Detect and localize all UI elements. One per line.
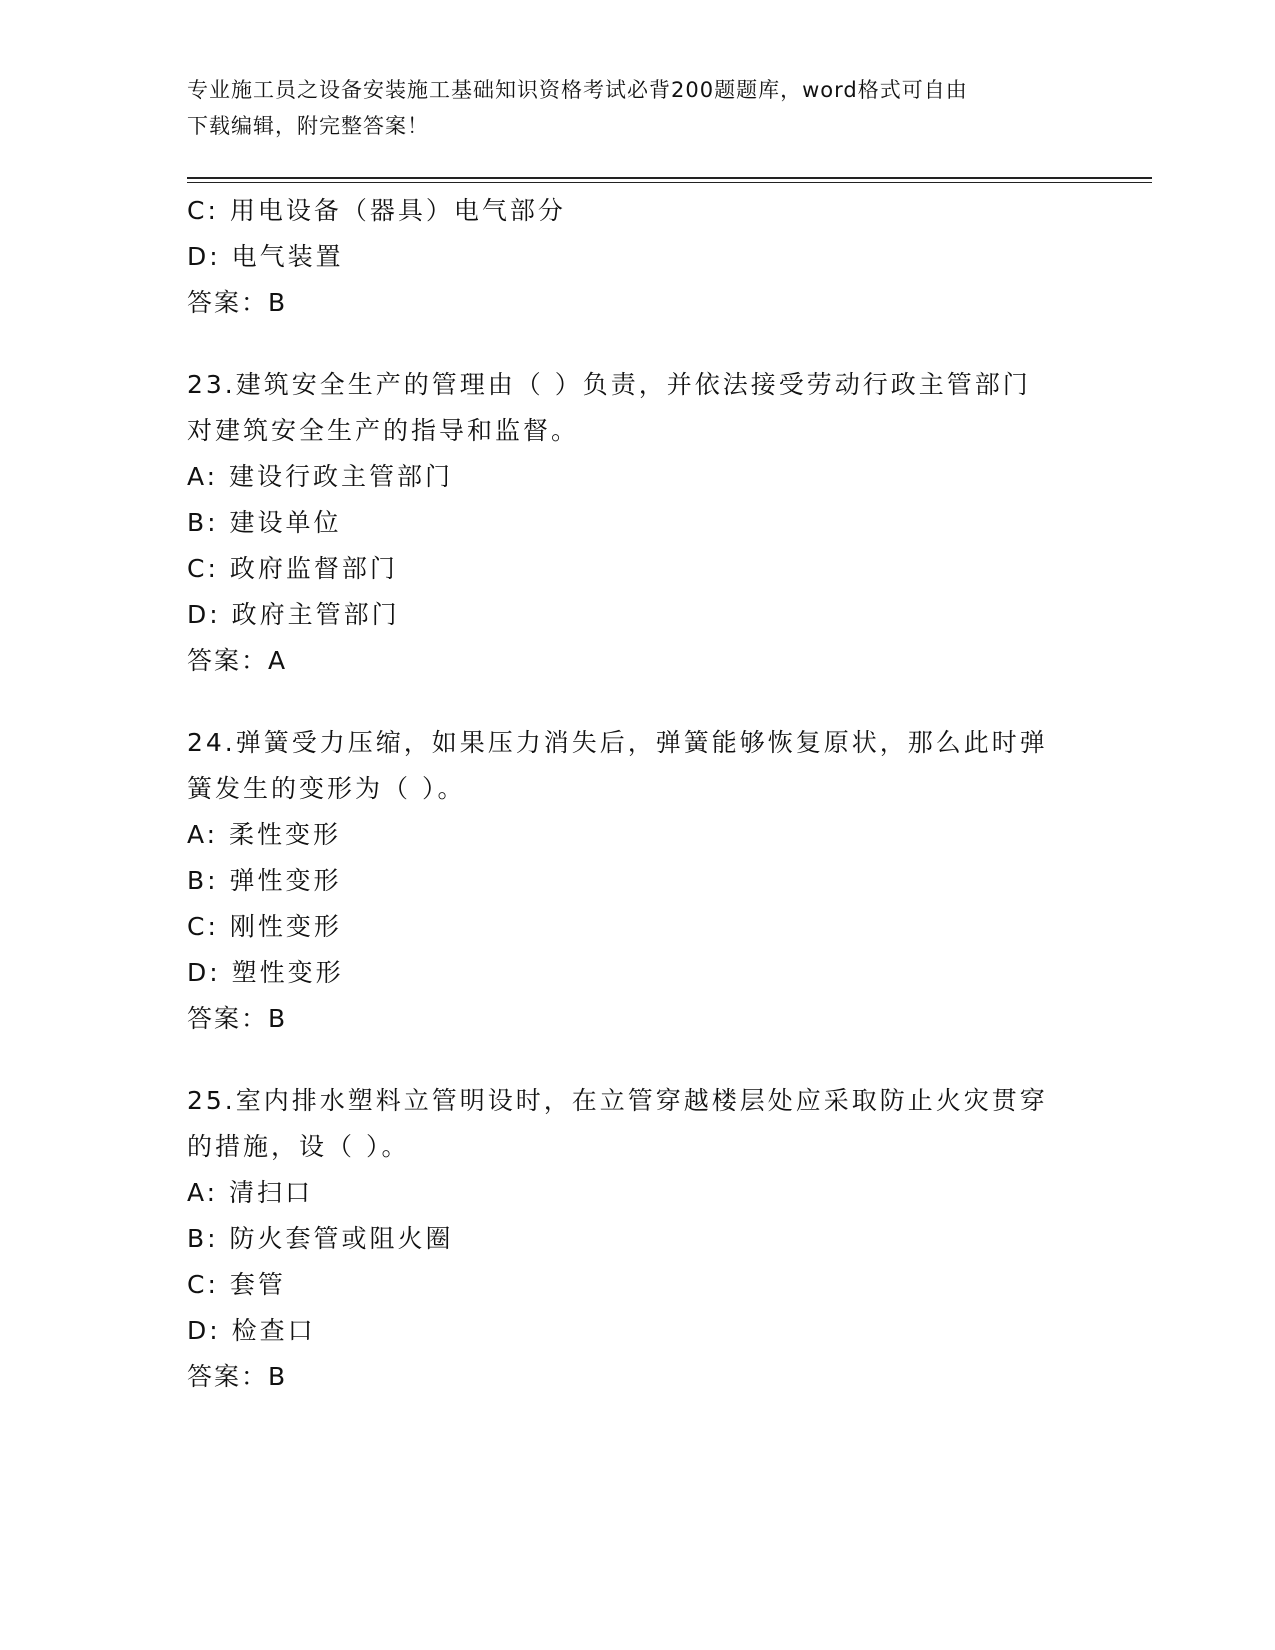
question-24 <box>187 720 1077 1042</box>
option-a: A: 清扫口 <box>187 1178 314 1207</box>
answer: 答案：A <box>187 646 288 675</box>
header-title-line-1: 专业施工员之设备安装施工基础知识资格考试必背200题题库，word格式可自由 <box>187 78 968 102</box>
question-stem-line-2: 对建筑安全生产的指导和监督。 <box>187 416 580 445</box>
question-stem-line-2: 簧发生的变形为（ ）。 <box>187 774 466 803</box>
option-d: D: 塑性变形 <box>187 958 344 987</box>
header-divider-thick <box>187 177 1152 179</box>
option-d: D: 政府主管部门 <box>187 600 400 629</box>
option-c: C: 政府监督部门 <box>187 554 398 583</box>
answer: 答案：B <box>187 288 288 317</box>
previous-question-tail <box>187 188 1077 326</box>
option-d: D: 检查口 <box>187 1316 316 1345</box>
question-23 <box>187 362 1077 684</box>
option-d: D: 电气装置 <box>187 242 344 271</box>
header-title-line-2: 下载编辑，附完整答案！ <box>187 114 429 138</box>
spacer <box>187 1042 1077 1078</box>
question-stem-line-1: 24.弹簧受力压缩，如果压力消失后，弹簧能够恢复原状，那么此时弹 <box>187 728 1048 757</box>
option-c: C: 用电设备（器具）电气部分 <box>187 196 566 225</box>
option-b: B: 建设单位 <box>187 508 342 537</box>
document-header <box>187 72 1067 144</box>
document-body <box>187 188 1077 1400</box>
spacer <box>187 684 1077 720</box>
option-c: C: 套管 <box>187 1270 286 1299</box>
spacer <box>187 326 1077 362</box>
option-a: A: 柔性变形 <box>187 820 342 849</box>
question-25 <box>187 1078 1077 1400</box>
option-b: B: 弹性变形 <box>187 866 342 895</box>
option-c: C: 刚性变形 <box>187 912 342 941</box>
question-stem-line-2: 的措施，设（ ）。 <box>187 1132 410 1161</box>
header-divider-thin <box>187 182 1152 183</box>
question-stem-line-1: 25.室内排水塑料立管明设时，在立管穿越楼层处应采取防止火灾贯穿 <box>187 1086 1048 1115</box>
question-stem-line-1: 23.建筑安全生产的管理由（ ）负责，并依法接受劳动行政主管部门 <box>187 370 1031 399</box>
option-b: B: 防火套管或阻火圈 <box>187 1224 454 1253</box>
answer: 答案：B <box>187 1362 288 1391</box>
option-a: A: 建设行政主管部门 <box>187 462 454 491</box>
answer: 答案：B <box>187 1004 288 1033</box>
